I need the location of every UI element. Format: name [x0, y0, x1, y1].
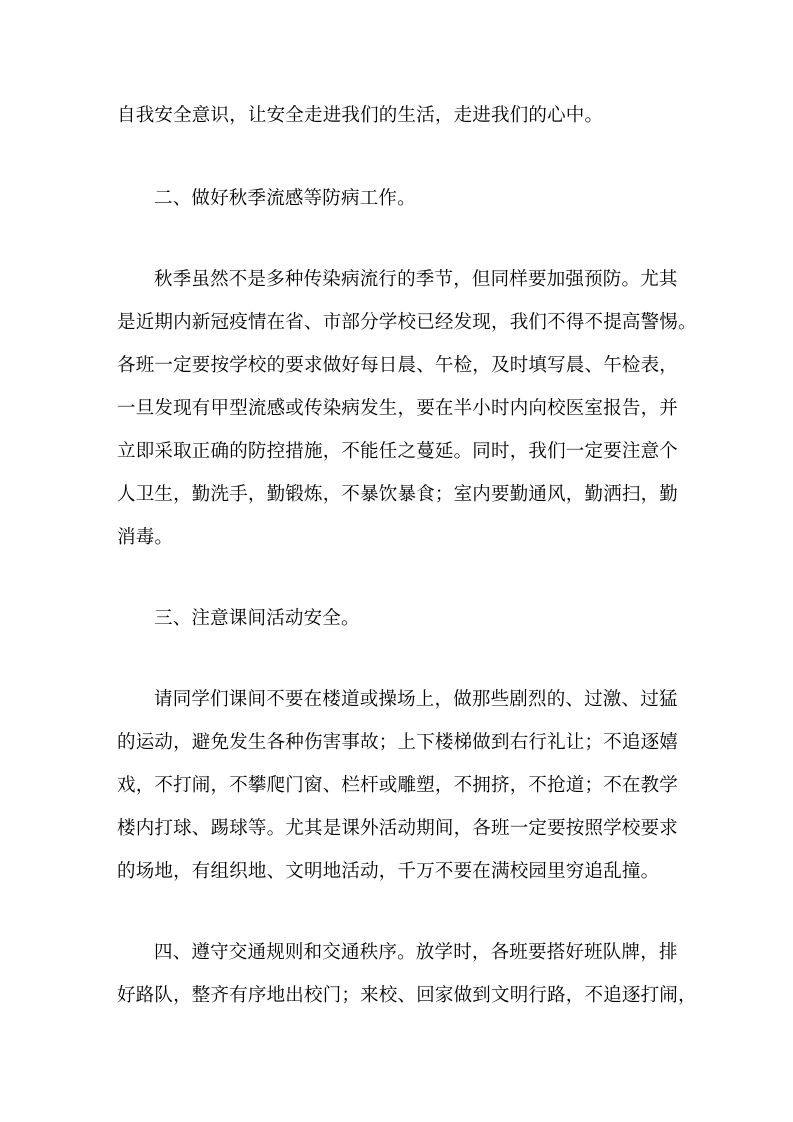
paragraph-line: 一旦发现有甲型流感或传染病发生，要在半小时内向校医室报告，并 [117, 398, 679, 419]
paragraph-line: 好路队，整齐有序地出校门；来校、回家做到文明行路，不追逐打闹， [117, 985, 697, 1006]
paragraph-line: 楼内打球、踢球等。尤其是课外活动期间，各班一定要按照学校要求 [117, 818, 679, 839]
paragraph-line: 是近期内新冠疫情在省、市部分学校已经发现，我们不得不提高警惕。 [117, 312, 697, 333]
paragraph-line: 各班一定要按学校的要求做好每日晨、午检，及时填写晨、午检表， [117, 355, 679, 376]
paragraph-line: 消毒。 [117, 527, 174, 548]
paragraph-line: 自我安全意识，让安全走进我们的生活，走进我们的心中。 [117, 105, 604, 126]
paragraph-line: 秋季虽然不是多种传染病流行的季节，但同样要加强预防。尤其 [154, 269, 678, 290]
paragraph-line: 戏，不打闹，不攀爬门窗、栏杆或雕塑，不拥挤，不抢道；不在教学 [117, 775, 679, 796]
section-heading-4: 四、遵守交通规则和交通秩序。放学时，各班要搭好班队牌，排 [154, 942, 678, 963]
paragraph-line: 的运动，避免发生各种伤害事故；上下楼梯做到右行礼让；不追逐嬉 [117, 732, 679, 753]
section-heading-3: 三、注意课间活动安全。 [154, 608, 360, 629]
paragraph-line: 立即采取正确的防控措施，不能任之蔓延。同时，我们一定要注意个 [117, 441, 679, 462]
section-heading-2: 二、做好秋季流感等防病工作。 [154, 188, 416, 209]
paragraph-line: 人卫生，勤洗手，勤锻炼，不暴饮暴食；室内要勤通风，勤洒扫，勤 [117, 484, 679, 505]
paragraph-line: 请同学们课间不要在楼道或操场上，做那些剧烈的、过激、过猛 [154, 689, 678, 710]
paragraph-line: 的场地，有组织地、文明地活动，千万不要在满校园里穷追乱撞。 [117, 861, 660, 882]
